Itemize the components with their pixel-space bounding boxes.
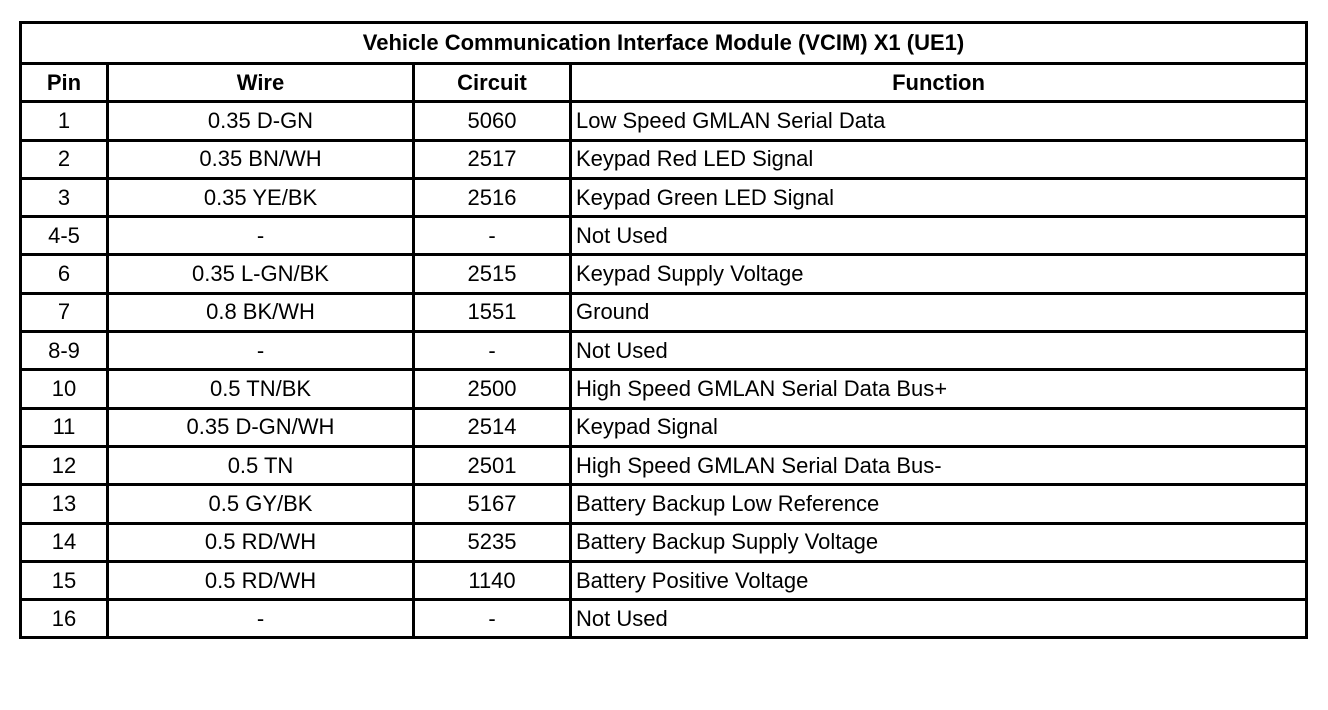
wire-cell: 0.8 BK/WH (108, 293, 414, 331)
pin-cell: 12 (21, 446, 108, 484)
table-row (21, 178, 1307, 216)
table-row (21, 293, 1307, 331)
wire-cell: 0.35 YE/BK (108, 178, 414, 216)
pin-cell: 13 (21, 485, 108, 523)
wire-cell: - (108, 217, 414, 255)
table-title: Vehicle Communication Interface Module (VCIM) X1 (UE1) (21, 23, 1307, 64)
column-header-pin: Pin (21, 64, 108, 102)
function-cell: Not Used (571, 600, 1307, 638)
column-header-function: Function (571, 64, 1307, 102)
pin-cell: 15 (21, 561, 108, 599)
pin-cell: 14 (21, 523, 108, 561)
wire-cell: 0.35 BN/WH (108, 140, 414, 178)
table-row (21, 255, 1307, 293)
table-row (21, 332, 1307, 370)
table-row (21, 217, 1307, 255)
function-cell: Low Speed GMLAN Serial Data (571, 102, 1307, 140)
function-cell: Not Used (571, 332, 1307, 370)
circuit-cell: - (414, 600, 571, 638)
function-cell: Battery Positive Voltage (571, 561, 1307, 599)
table-body (21, 102, 1307, 638)
circuit-cell: 5167 (414, 485, 571, 523)
wire-cell: 0.35 D-GN (108, 102, 414, 140)
table-header-row (21, 64, 1307, 102)
table-row (21, 446, 1307, 484)
function-cell: High Speed GMLAN Serial Data Bus- (571, 446, 1307, 484)
table-row (21, 600, 1307, 638)
function-cell: Not Used (571, 217, 1307, 255)
function-cell: Ground (571, 293, 1307, 331)
circuit-cell: 1140 (414, 561, 571, 599)
pin-cell: 2 (21, 140, 108, 178)
table-row (21, 140, 1307, 178)
table-row (21, 408, 1307, 446)
circuit-cell: 2500 (414, 370, 571, 408)
wire-cell: 0.35 L-GN/BK (108, 255, 414, 293)
circuit-cell: 2514 (414, 408, 571, 446)
pin-cell: 1 (21, 102, 108, 140)
circuit-cell: - (414, 217, 571, 255)
wire-cell: 0.5 TN (108, 446, 414, 484)
function-cell: Keypad Signal (571, 408, 1307, 446)
pin-cell: 11 (21, 408, 108, 446)
wire-cell: - (108, 600, 414, 638)
function-cell: High Speed GMLAN Serial Data Bus+ (571, 370, 1307, 408)
table-row (21, 102, 1307, 140)
pin-cell: 4-5 (21, 217, 108, 255)
column-header-wire: Wire (108, 64, 414, 102)
wire-cell: - (108, 332, 414, 370)
wire-cell: 0.35 D-GN/WH (108, 408, 414, 446)
pin-cell: 8-9 (21, 332, 108, 370)
circuit-cell: 1551 (414, 293, 571, 331)
function-cell: Keypad Supply Voltage (571, 255, 1307, 293)
circuit-cell: 5235 (414, 523, 571, 561)
column-header-circuit: Circuit (414, 64, 571, 102)
pin-cell: 16 (21, 600, 108, 638)
circuit-cell: 2501 (414, 446, 571, 484)
table-title-row (21, 23, 1307, 64)
circuit-cell: 5060 (414, 102, 571, 140)
wire-cell: 0.5 RD/WH (108, 523, 414, 561)
pin-cell: 7 (21, 293, 108, 331)
table-row (21, 370, 1307, 408)
circuit-cell: - (414, 332, 571, 370)
pin-cell: 10 (21, 370, 108, 408)
wire-cell: 0.5 GY/BK (108, 485, 414, 523)
function-cell: Keypad Red LED Signal (571, 140, 1307, 178)
pin-cell: 6 (21, 255, 108, 293)
table-row (21, 561, 1307, 599)
circuit-cell: 2515 (414, 255, 571, 293)
table-row (21, 485, 1307, 523)
connector-pinout-table (19, 21, 1308, 639)
pin-cell: 3 (21, 178, 108, 216)
wire-cell: 0.5 TN/BK (108, 370, 414, 408)
function-cell: Keypad Green LED Signal (571, 178, 1307, 216)
function-cell: Battery Backup Low Reference (571, 485, 1307, 523)
circuit-cell: 2517 (414, 140, 571, 178)
table-row (21, 523, 1307, 561)
circuit-cell: 2516 (414, 178, 571, 216)
wire-cell: 0.5 RD/WH (108, 561, 414, 599)
function-cell: Battery Backup Supply Voltage (571, 523, 1307, 561)
